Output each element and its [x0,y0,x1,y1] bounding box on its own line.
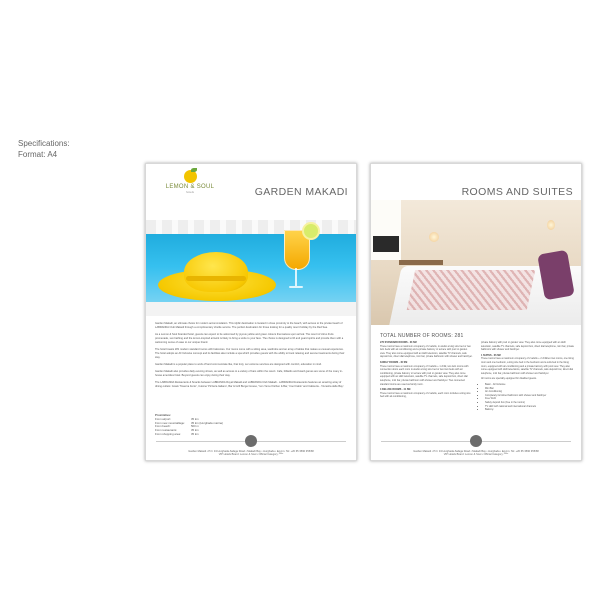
amenity-item: • Mini Bar [485,387,574,391]
proximity-value: 35 km [191,416,199,421]
specifications-label: Specifications: [18,139,70,148]
hero-image-pool [146,206,356,316]
amenity-item: • Free Wi-Fi [485,397,574,401]
intro-text [155,322,347,392]
footer-line-2: VIP Hotels Brand: Lemon & Soul • Official Category: **** [218,453,284,457]
wall-lamp [429,232,439,242]
paragraph: As a Lemon & Soul branded hotel, guests can expect to be welcomed by joyous yellow and green colours themselves upon arrival. The resort of citrus fruits promenade, sun bathing and the lemon-inspired artwork is likely to bring a smile to your face. The choice is designed to lift and guard spirits and provide them with a welcoming sense of ease to our unique brand. [155,332,344,345]
room-type-heading: 1 SUITES - 66 SM [481,353,501,357]
format-label: Format: A4 [18,150,58,159]
footer-line-1: Garden Makadi • P.O. 34 Hurghada-Safaga Road • Makadi Bay • Hurghada • Egypt • Tel: +20 65 3590 355/68 [413,450,539,453]
room-type-heading: FAMILY ROOMS - 40 SM [380,360,408,364]
proximity-label: From new mountaillage: [155,420,185,425]
paragraph: Garden Makadi, an ultimate choice for modern accommodation. This idyllic destination is located in close proximity to the beach, with access to the private beach of LABRANDA Club Makadi through a complimentary shuttle service. The perfect destination for those looking for a quality resort holiday by the Red Sea. [155,322,343,330]
page-title: GARDEN MAKADI [254,186,348,198]
amenity-item: • Air-Conditioning [485,390,574,394]
wall-lamp [547,220,555,230]
specifications-note [18,138,70,160]
proximity-value: 35 km (Hurghada marina) [191,420,223,425]
footer-address [146,450,356,457]
lemon-icon [184,170,197,183]
room-type-text: private balcony with pool or garden view. They also come equipped with an LED television, satellite TV channels, safe deposit box, direct dial telephone, mini bar, private bathroom with shower and hairdryer. [481,341,574,352]
brochure-page-garden-makadi [145,163,357,461]
room-type-text: These rooms have a maximum occupancy of 2 adults, each room includes a king size bed with air-conditioning, [380,391,471,399]
amenity-item: • Basic - All Inclusive [485,383,574,387]
footer-emblem [245,435,257,447]
straw-hat-crown [184,252,248,292]
proximity-label: From restaurants: [155,428,178,433]
footer-address [371,450,581,457]
desk [399,260,443,265]
rooms-column-2 [481,341,574,412]
accessibility-note: All rooms are specially equipped for disabled guests. [481,377,537,381]
footer-line-2: VIP Hotels Brand: Lemon & Soul • Official Category: **** [443,453,509,457]
proximity-value: 500 m [191,424,199,429]
proximities-heading: Proximities: [155,413,172,417]
amenity-item: • Completely furnished bathroom with shower and hairdryer [485,394,574,398]
amenity-item: • TV LED with national and international channels [485,405,574,409]
glass-stem [295,268,297,286]
rooms-column-1 [380,341,473,401]
room-type-text: These rooms have a maximum occupancy of 2 adults, in-studio a king size bed or two twin beds with air-conditioning and a private balcony or terrace with pool or garden view. They also come equipped with an LED television, satellite TV channels, safe deposit box, direct dial telephone, mini bar, private bathroom with shower and hairdryer. [380,344,473,359]
hero-image-bedroom [371,200,581,325]
proximity-value: 35 km [191,428,199,433]
logo-sub-text: hotels [185,190,194,194]
television [373,236,399,252]
proximity-row [155,433,225,437]
proximity-label: From beach: [155,424,171,429]
footer-emblem [470,435,482,447]
total-rooms-heading: TOTAL NUMBER OF ROOMS: 281 [380,333,464,339]
paragraph: Garden Makadi also provides daily evening shows, as well as access to a variety of bars within the resort. Cafe, billiards and board games are some of the many in-house amenities hotel. Beyond guests can enjoy during their stay. [155,369,343,378]
paragraph: The hotel boasts 281 modern standard rooms with balconies. Our rooms come with a sitting area, wardrobe and an array of tables that makes a unusual experience. The hotel adopts an All Inclusive concept and its facilities also include a spa which provides guests with the ability to book relaxing and serene treatments during their stay. [155,348,345,360]
umbrella-stripes [146,220,356,234]
proximity-label: From airport: [155,416,172,421]
lemon-soul-logo [160,170,220,194]
page-title: ROOMS AND SUITES [461,186,573,198]
glass-foot [289,286,303,288]
proximity-value: 35 km [191,431,199,436]
room-type-heading: 276 STANDARD ROOMS - 33 SM [380,341,417,344]
pool-deck [146,302,356,316]
proximity-label: From shopping area: [155,431,181,436]
room-type-text: These rooms have a maximum occupancy of 2 adults + 2 children two rooms, one living room and one bedroom, a king size bed in the bedroom and a sofa bed in the living room, equipped with air-conditioning and a private balcony with pool view. They also come equipped with LED televisions, satellite TV channels, safe deposit box, direct dial telephone, mini bar, private bathroom with shower and hairdryer. [481,357,574,375]
amenities-list [481,383,574,412]
paragraph: Garden Makadi is a popular place to work off and communicate like, that truly, our extreme services are designed with comfort, education in mind. [155,363,322,367]
amenity-item: • Safety deposit box (free in the rooms) [485,401,574,405]
amenity-item: • Balcony [485,408,574,412]
logo-brand-text: LEMON & SOUL [165,184,215,190]
straw-hat-band [186,276,246,281]
bed-runner [407,270,536,310]
room-type-text: These rooms have a maximum occupancy of 3 adults + 1 child, two twin rooms with connection doors each room in-studio a king size bed or two twin beds with air conditioning, private balcony or terrace with pool or garden view. They also come equipped with an LED television, satellite TV channels, safe deposit box, direct dial telephone, mini bar, private bathroom with shower and hairdryer. Two connected standard rooms are used as family room. [380,364,469,386]
room-type-heading: 4 DELUXE ROOMS - 41 SM [380,388,411,392]
lemon-slice [302,222,320,240]
paragraph: The LABRANDA Restaurants & Snacks between LABRANDA Royal Makadi and LABRANDA Club Makadi - LABRANDA Restaurants features an amazing array of dining outlets: Greek 'Taverna Fenix', Cuisine 'Pizzeria Italiano', Bar & Grill Burger House, Yum Yamu Kitchen & Bar, 'Cool Cabin' and Cafeteria - 'Ouresha delle Bay'. [155,380,345,388]
brochure-page-rooms-and-suites [370,163,582,461]
proximities-list [155,414,225,437]
footer-line-1: Garden Makadi • P.O. 34 Hurghada-Safaga Road • Makadi Bay • Hurghada • Egypt • Tel: +20 65 3590 355/68 [188,450,314,453]
